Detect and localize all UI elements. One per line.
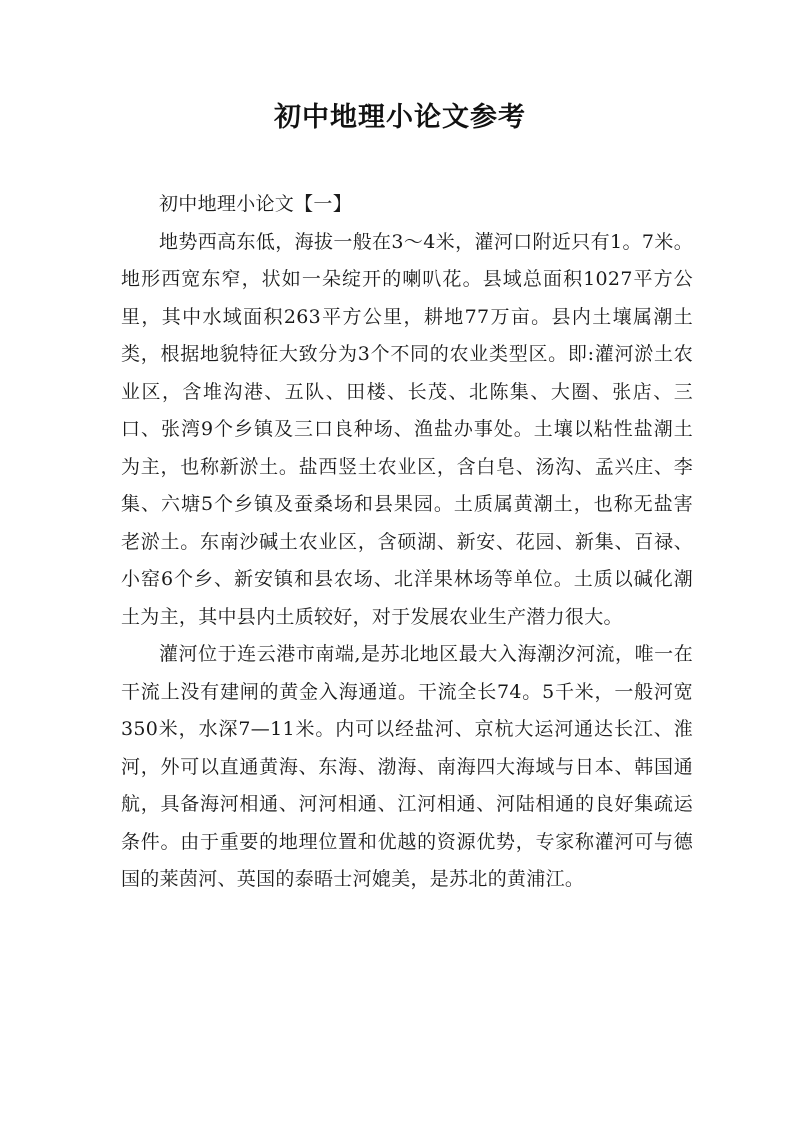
document-title: 初中地理小论文参考 xyxy=(274,102,526,133)
paragraph-terrain: 地势西高东低，海拔一般在3～4米，灌河口附近只有1。7米。地形西宽东窄，状如一朵绽开的喇叭花。县域总面积1027平方公里，其中水域面积263平方公里，耕地77万亩。县内土壤属潮土类，根据地貌特征大致分为3个不同的农业类型区。即:灌河淤土农业区，含堆沟港、五队、田楼、长茂、北陈集、大圈、张店、三口、张湾9个乡镇及三口良种场、渔盐办事处。土壤以粘性盐潮土为主，也称新淤土。盐西竖土农业区，含白皂、汤沟、孟兴庄、李集、六塘5个乡镇及蚕桑场和县果园。土质属黄潮土，也称无盐害老淤土。东南沙碱土农业区，含硕湖、新安、花园、新集、百禄、小窑6个乡、新安镇和县农场、北洋果林场等单位。土质以碱化潮土为主，其中县内土质较好，对于发展农业生产潜力很大。 xyxy=(121,230,693,628)
paragraph-guanhe-river: 灌河位于连云港市南端,是苏北地区最大入海潮汐河流，唯一在干流上没有建闸的黄金入海通道。干流全长74。5千米，一般河宽350米，水深7—11米。内可以经盐河、京杭大运河通达长江、淮河，外可以直通黄海、东海、渤海、南海四大海域与日本、韩国通航，具备海河相通、河河相通、江河相通、河陆相通的良好集疏运条件。由于重要的地理位置和优越的资源优势，专家称灌河可与德国的莱茵河、英国的泰晤士河媲美，是苏北的黄浦江。 xyxy=(121,643,693,890)
section-heading: 初中地理小论文【一】 xyxy=(159,193,353,215)
document-body xyxy=(121,186,693,899)
